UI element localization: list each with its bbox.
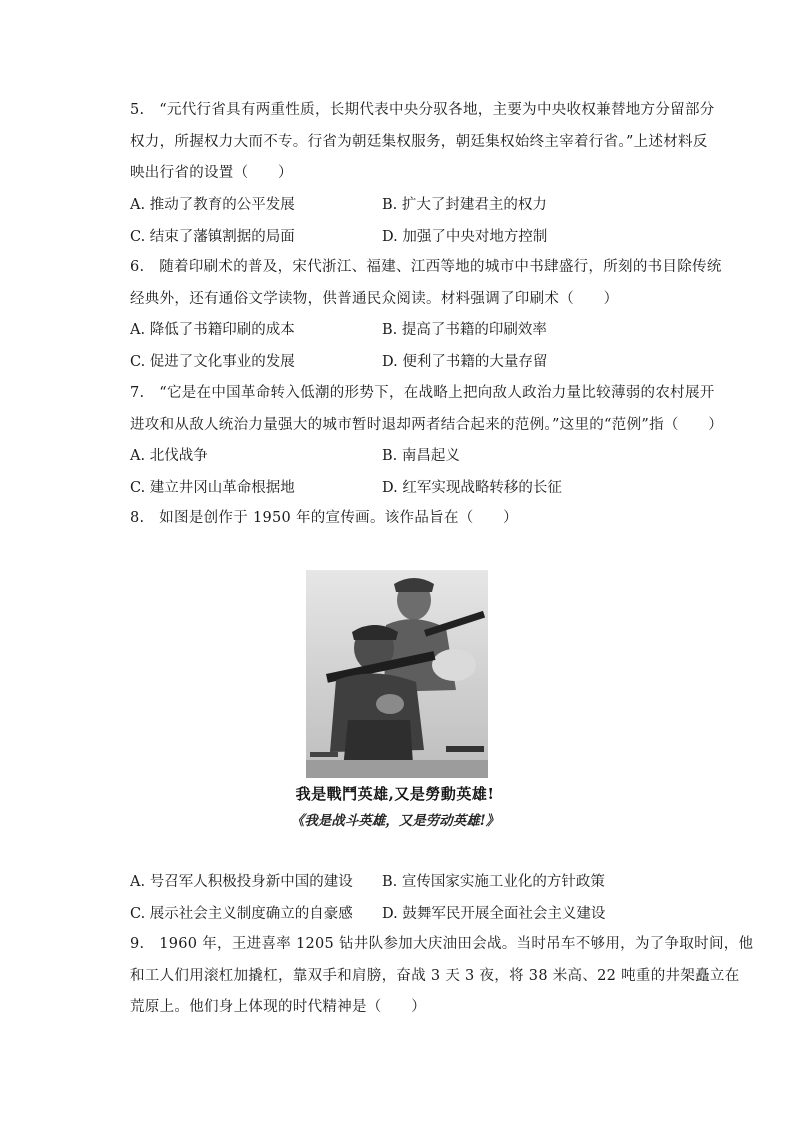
question-7-options: [130, 441, 710, 504]
propaganda-poster-image: [306, 570, 488, 778]
question-7-option-d[interactable]: D. 红军实现战略转移的长征: [382, 479, 562, 496]
question-6-option-b[interactable]: B. 提高了书籍的印刷效率: [382, 322, 547, 338]
question-8-option-b[interactable]: B. 宣传国家实施工业化的方针政策: [382, 874, 605, 890]
question-5-line-3: 映出行省的设置（ ）: [130, 165, 293, 181]
question-5-option-b[interactable]: B. 扩大了封建君主的权力: [382, 197, 547, 213]
question-7-option-b[interactable]: B. 南昌起义: [382, 448, 460, 464]
question-9-line-1: 9. 1960 年，王进喜率 1205 钻井队参加大庆油田会战。当时吊车不够用，为了争取时间，他: [130, 936, 754, 952]
question-6-option-a[interactable]: A. 降低了书籍印刷的成本: [130, 322, 295, 338]
question-6-line-2: 经典外，还有通俗文学读物，供普通民众阅读。材料强调了印刷术（ ）: [130, 290, 619, 307]
question-8-option-c[interactable]: C. 展示社会主义制度确立的自豪感: [130, 905, 353, 922]
question-6-option-d[interactable]: D. 便利了书籍的大量存留: [382, 353, 548, 370]
question-5: [130, 95, 715, 190]
question-8-option-a[interactable]: A. 号召军人积极投身新中国的建设: [130, 874, 353, 890]
question-5-option-d[interactable]: D. 加强了中央对地方控制: [382, 228, 548, 245]
question-7-line-2: 进攻和从敌人统治力量强大的城市暂时退却两者结合起来的范例。”这里的“范例”指（ ）: [130, 416, 724, 433]
poster-subcaption: 《我是战斗英雄，又是劳动英雄!》: [290, 813, 500, 829]
question-6-line-1: 6. 随着印刷术的普及，宋代浙江、福建、江西等地的城市中书肆盛行，所刻的书目除传统: [130, 259, 722, 275]
question-5-options: [130, 190, 710, 253]
question-9-line-3: 荒原上。他们身上体现的时代精神是（ ）: [130, 999, 426, 1015]
poster-caption: 我是戰鬥英雄,又是勞動英雄!: [295, 785, 495, 803]
question-5-option-c[interactable]: C. 结束了藩镇割据的局面: [130, 228, 295, 245]
question-5-option-a[interactable]: A. 推动了教育的公平发展: [130, 197, 295, 213]
question-8: [130, 503, 690, 535]
question-9-line-2: 和工人们用滚杠加撬杠，靠双手和肩膀，奋战 3 天 3 夜，将 38 米高、22 吨重的井架矗立在: [130, 967, 740, 984]
question-7-option-c[interactable]: C. 建立井冈山革命根据地: [130, 479, 295, 496]
question-6-option-c[interactable]: C. 促进了文化事业的发展: [130, 353, 295, 370]
question-5-line-1: 5. “元代行省具有两重性质，长期代表中央分驭各地，主要为中央收权兼替地方分留部分: [130, 102, 715, 118]
question-7-line-1: 7. “它是在中国革命转入低潮的形势下，在战略上把向敌人政治力量比较薄弱的农村展开: [130, 385, 715, 401]
question-7-option-a[interactable]: A. 北伐战争: [130, 448, 208, 464]
question-5-line-2: 权力，所握权力大而不专。行省为朝廷集权服务，朝廷集权始终主宰着行省。”上述材料反: [130, 133, 708, 150]
question-6: [130, 252, 722, 315]
poster-illustration: [306, 570, 488, 778]
question-8-option-d[interactable]: D. 鼓舞军民开展全面社会主义建设: [382, 905, 606, 922]
question-6-options: [130, 315, 710, 378]
propaganda-poster-figure: [270, 565, 520, 835]
question-8-options: [130, 867, 710, 930]
question-9: [130, 929, 754, 1024]
question-7: [130, 378, 724, 441]
question-8-line-1: 8. 如图是创作于 1950 年的宣传画。该作品旨在（ ）: [130, 510, 518, 526]
